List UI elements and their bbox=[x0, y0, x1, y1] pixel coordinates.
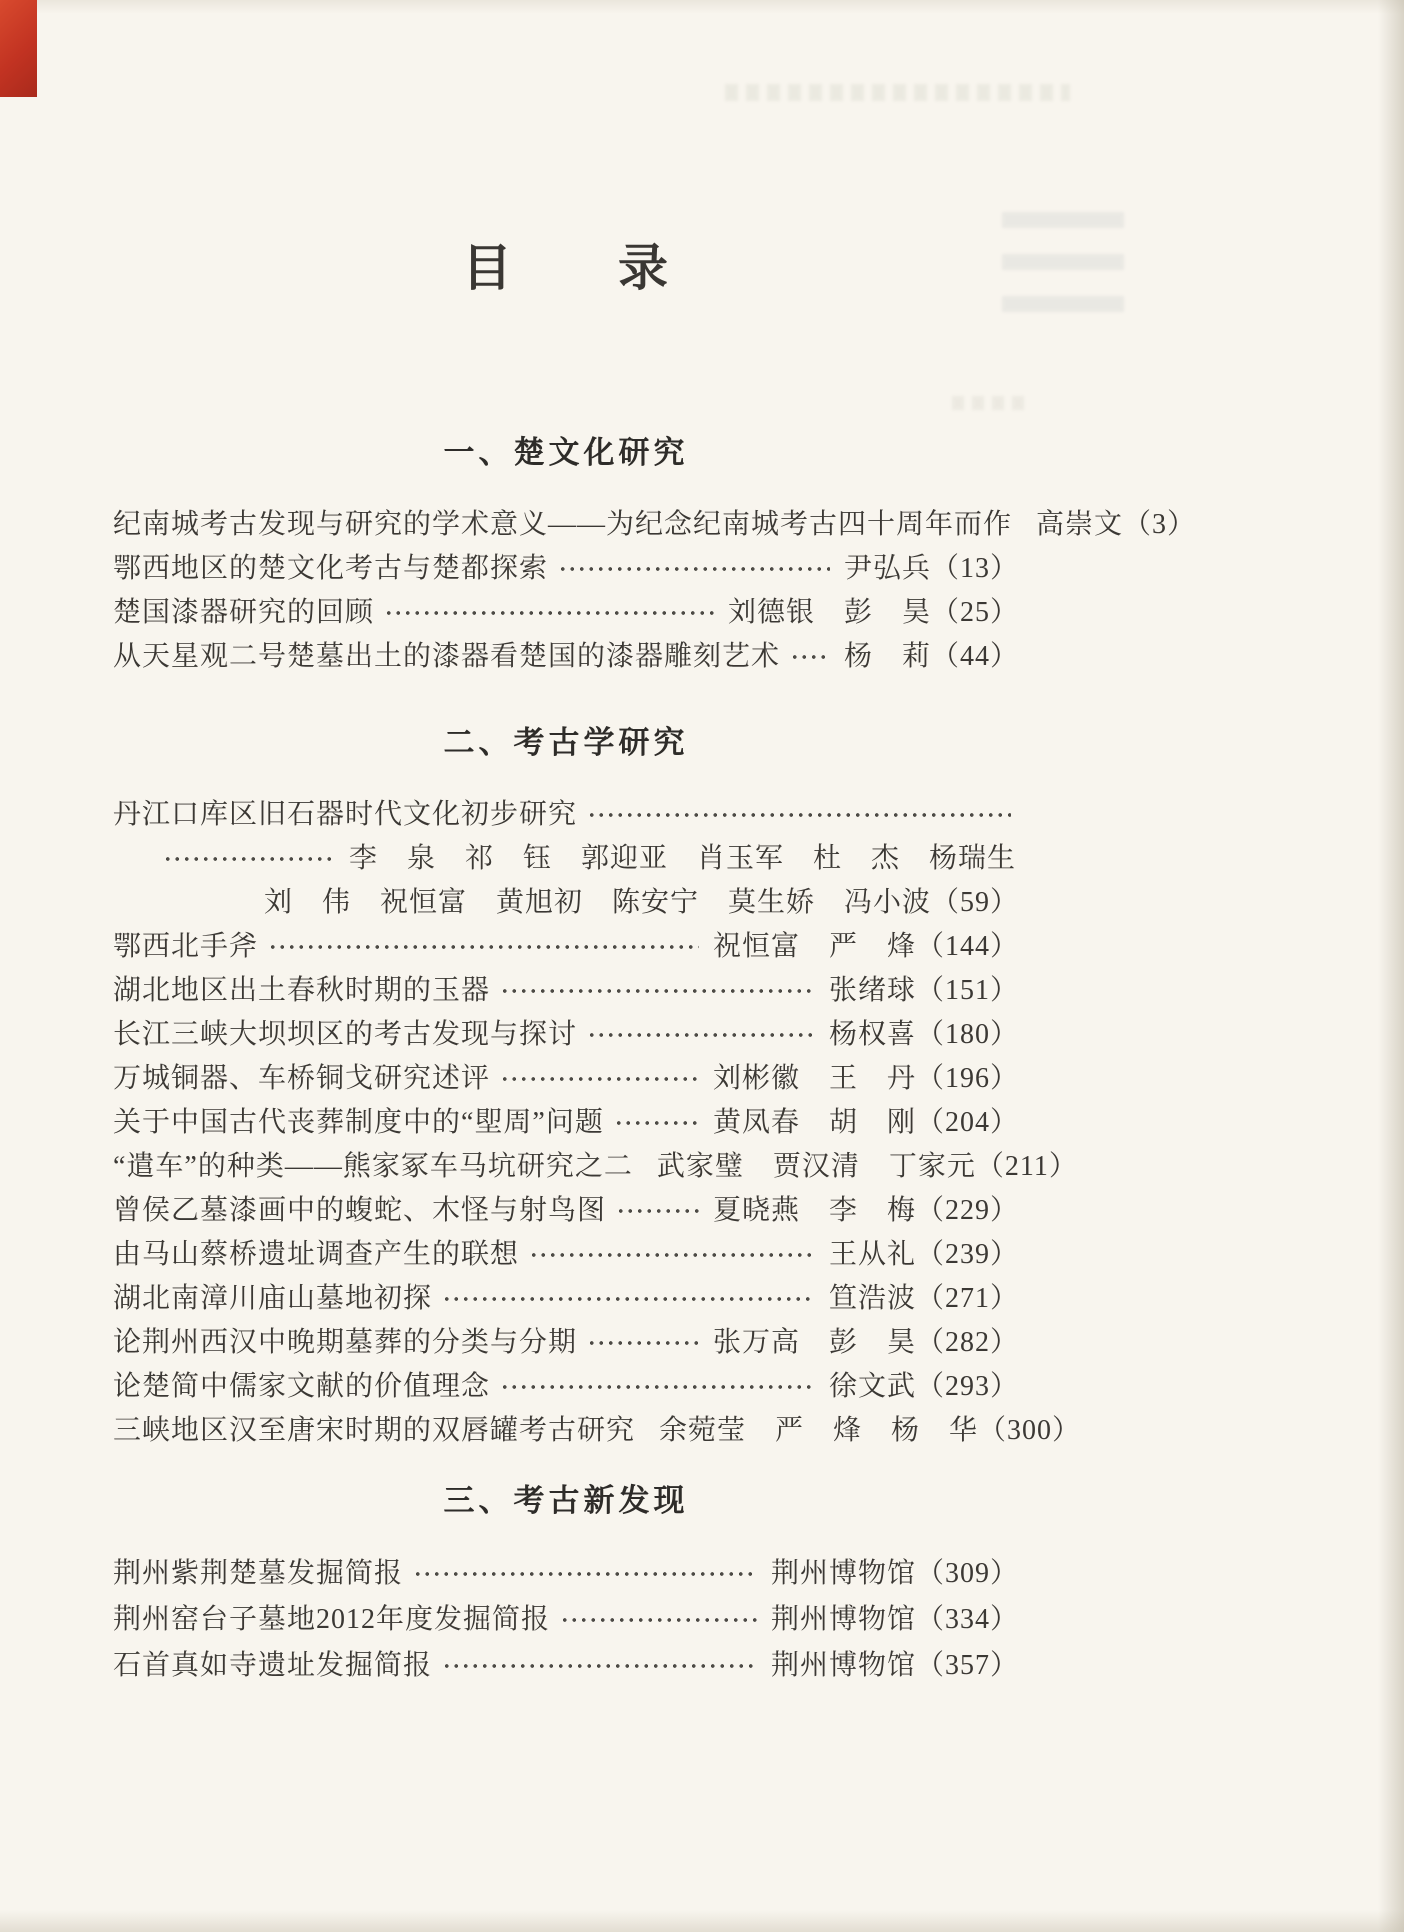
entry-authors: 祝恒富 严 烽 bbox=[712, 931, 916, 962]
section-title: 三、考古新发现 bbox=[443, 1483, 689, 1518]
toc-entry bbox=[113, 1365, 1019, 1409]
entry-authors: 徐文武 bbox=[828, 1371, 916, 1402]
toc-entry bbox=[113, 1013, 1019, 1057]
entry-authors: 笪浩波 bbox=[828, 1283, 916, 1314]
dotted-leader bbox=[558, 563, 830, 575]
entry-title: 荆州紫荆楚墓发掘简报 bbox=[113, 1558, 404, 1589]
entry-title: 关于中国古代丧葬制度中的“堲周”问题 bbox=[113, 1107, 604, 1138]
dotted-leader bbox=[163, 853, 335, 865]
entry-authors: 高崇文 bbox=[1036, 509, 1124, 540]
entry-page-number: （196） bbox=[915, 1063, 1019, 1094]
toc-entry bbox=[113, 591, 1019, 635]
entry-title: 楚国漆器研究的回顾 bbox=[113, 597, 375, 628]
entry-authors: 武家璧 贾汉清 丁家元 bbox=[656, 1151, 976, 1182]
entry-title: 长江三峡大坝坝区的考古发现与探讨 bbox=[113, 1019, 578, 1050]
entry-authors: 夏晓燕 李 梅 bbox=[712, 1195, 916, 1226]
entry-page-number: （239） bbox=[915, 1239, 1019, 1270]
section-rows bbox=[113, 1551, 1019, 1689]
toc-entry bbox=[113, 881, 1019, 925]
entry-title: 纪南城考古发现与研究的学术意义——为纪念纪南城考古四十周年而作 bbox=[113, 509, 1013, 540]
entry-title: 曾侯乙墓漆画中的蝮蛇、木怪与射鸟图 bbox=[113, 1195, 607, 1226]
toc-entry bbox=[113, 503, 1197, 547]
toc-entry bbox=[113, 1145, 1078, 1189]
book-cover-edge bbox=[0, 0, 37, 97]
dotted-leader bbox=[442, 1293, 815, 1305]
entry-title: 三峡地区汉至唐宋时期的双唇罐考古研究 bbox=[113, 1415, 636, 1446]
toc-entry bbox=[113, 1643, 1019, 1689]
entry-authors: 黄凤春 胡 刚 bbox=[712, 1107, 916, 1138]
toc-entry bbox=[113, 1189, 1019, 1233]
entry-title: 论楚简中儒家文献的价值理念 bbox=[113, 1371, 491, 1402]
toc-entry bbox=[113, 1233, 1019, 1277]
dotted-leader bbox=[500, 1073, 699, 1085]
entry-authors: 李 泉 祁 钰 郭迎亚 肖玉军 杜 杰 杨瑞生 bbox=[349, 843, 1017, 874]
toc-section bbox=[113, 725, 1082, 1453]
toc-entry bbox=[113, 925, 1019, 969]
entry-page-number: （44） bbox=[930, 641, 1019, 672]
dotted-leader bbox=[413, 1568, 757, 1580]
toc-entry bbox=[113, 547, 1019, 591]
entry-title: 由马山蔡桥遗址调查产生的联想 bbox=[113, 1239, 520, 1270]
entry-title: 鄂西北手斧 bbox=[113, 931, 259, 962]
dotted-leader bbox=[529, 1249, 815, 1261]
entry-title: 石首真如寺遗址发掘简报 bbox=[113, 1650, 433, 1681]
entry-title: 丹江口库区旧石器时代文化初步研究 bbox=[113, 799, 578, 830]
entry-title: 从天星观二号楚墓出土的漆器看楚国的漆器雕刻艺术 bbox=[113, 641, 781, 672]
dotted-leader bbox=[500, 985, 815, 997]
entry-title: 鄂西地区的楚文化考古与楚都探索 bbox=[113, 553, 549, 584]
entry-page-number: （180） bbox=[915, 1019, 1019, 1050]
toc-entry bbox=[113, 635, 1019, 679]
section-title: 一、楚文化研究 bbox=[443, 435, 689, 470]
section-rows bbox=[113, 793, 1082, 1453]
toc-entry bbox=[113, 793, 1019, 837]
dotted-leader bbox=[268, 941, 699, 953]
dotted-leader bbox=[384, 607, 714, 619]
entry-authors: 余菀莹 严 烽 杨 华 bbox=[659, 1415, 979, 1446]
entry-authors: 杨 莉 bbox=[843, 641, 931, 672]
entry-page-number: （357） bbox=[915, 1650, 1019, 1681]
toc-entry bbox=[113, 1277, 1019, 1321]
entry-title: “遣车”的种类——熊家冢车马坑研究之二 bbox=[113, 1151, 633, 1182]
entry-page-number: （282） bbox=[915, 1327, 1019, 1358]
entry-page-number: （334） bbox=[915, 1604, 1019, 1635]
entry-authors: 刘 伟 祝恒富 黄旭初 陈安宁 莫生娇 冯小波 bbox=[263, 887, 931, 918]
entry-page-number: （293） bbox=[915, 1371, 1019, 1402]
entry-authors: 杨权喜 bbox=[828, 1019, 916, 1050]
dotted-leader bbox=[587, 1029, 815, 1041]
entry-authors: 王从礼 bbox=[828, 1239, 916, 1270]
entry-authors: 荆州博物馆 bbox=[770, 1604, 916, 1635]
entry-title: 湖北地区出土春秋时期的玉器 bbox=[113, 975, 491, 1006]
entry-authors: 张绪球 bbox=[828, 975, 916, 1006]
toc-content bbox=[113, 0, 1197, 1689]
toc-entry bbox=[113, 1101, 1019, 1145]
entry-authors: 张万高 彭 昊 bbox=[712, 1327, 916, 1358]
dotted-leader bbox=[587, 809, 1011, 821]
toc-entry bbox=[113, 1409, 1082, 1453]
entry-authors: 刘彬徽 王 丹 bbox=[712, 1063, 916, 1094]
entry-page-number: （271） bbox=[915, 1283, 1019, 1314]
entry-page-number: （300） bbox=[978, 1415, 1082, 1446]
entry-page-number: （13） bbox=[930, 553, 1019, 584]
entry-title: 湖北南漳川庙山墓地初探 bbox=[113, 1283, 433, 1314]
dotted-leader bbox=[587, 1337, 699, 1349]
toc-entry bbox=[113, 969, 1019, 1013]
dotted-leader bbox=[442, 1660, 757, 1672]
entry-page-number: （204） bbox=[915, 1107, 1019, 1138]
section-title: 二、考古学研究 bbox=[443, 725, 689, 760]
toc-entry bbox=[113, 1057, 1019, 1101]
entry-page-number: （144） bbox=[915, 931, 1019, 962]
dotted-leader bbox=[616, 1205, 699, 1217]
entry-page-number: （211） bbox=[975, 1151, 1078, 1182]
dotted-leader bbox=[790, 651, 830, 663]
entry-page-number: （151） bbox=[915, 975, 1019, 1006]
dotted-leader bbox=[500, 1381, 815, 1393]
entry-authors: 荆州博物馆 bbox=[770, 1650, 916, 1681]
toc-entry bbox=[113, 1321, 1019, 1365]
toc-section bbox=[113, 1483, 1019, 1689]
dotted-leader bbox=[614, 1117, 699, 1129]
toc-entry bbox=[113, 1551, 1019, 1597]
entry-title: 万城铜器、车桥铜戈研究述评 bbox=[113, 1063, 491, 1094]
entry-page-number: （25） bbox=[930, 597, 1019, 628]
page-title: 目 录 bbox=[462, 240, 670, 296]
bleed-through-text bbox=[1002, 212, 1124, 330]
toc-entry bbox=[113, 1597, 1019, 1643]
toc-sections bbox=[113, 435, 1197, 1689]
entry-page-number: （3） bbox=[1123, 509, 1197, 540]
entry-page-number: （229） bbox=[915, 1195, 1019, 1226]
toc-section bbox=[113, 435, 1197, 679]
entry-authors: 刘德银 彭 昊 bbox=[727, 597, 931, 628]
entry-authors: 尹弘兵 bbox=[843, 553, 931, 584]
entry-title: 论荆州西汉中晚期墓葬的分类与分期 bbox=[113, 1327, 578, 1358]
dotted-leader bbox=[560, 1614, 757, 1626]
toc-entry bbox=[113, 837, 1019, 881]
entry-title: 荆州窑台子墓地2012年度发掘简报 bbox=[113, 1604, 551, 1635]
entry-page-number: （309） bbox=[915, 1558, 1019, 1589]
entry-authors: 荆州博物馆 bbox=[770, 1558, 916, 1589]
section-rows bbox=[113, 503, 1197, 679]
entry-page-number: （59） bbox=[930, 887, 1019, 918]
